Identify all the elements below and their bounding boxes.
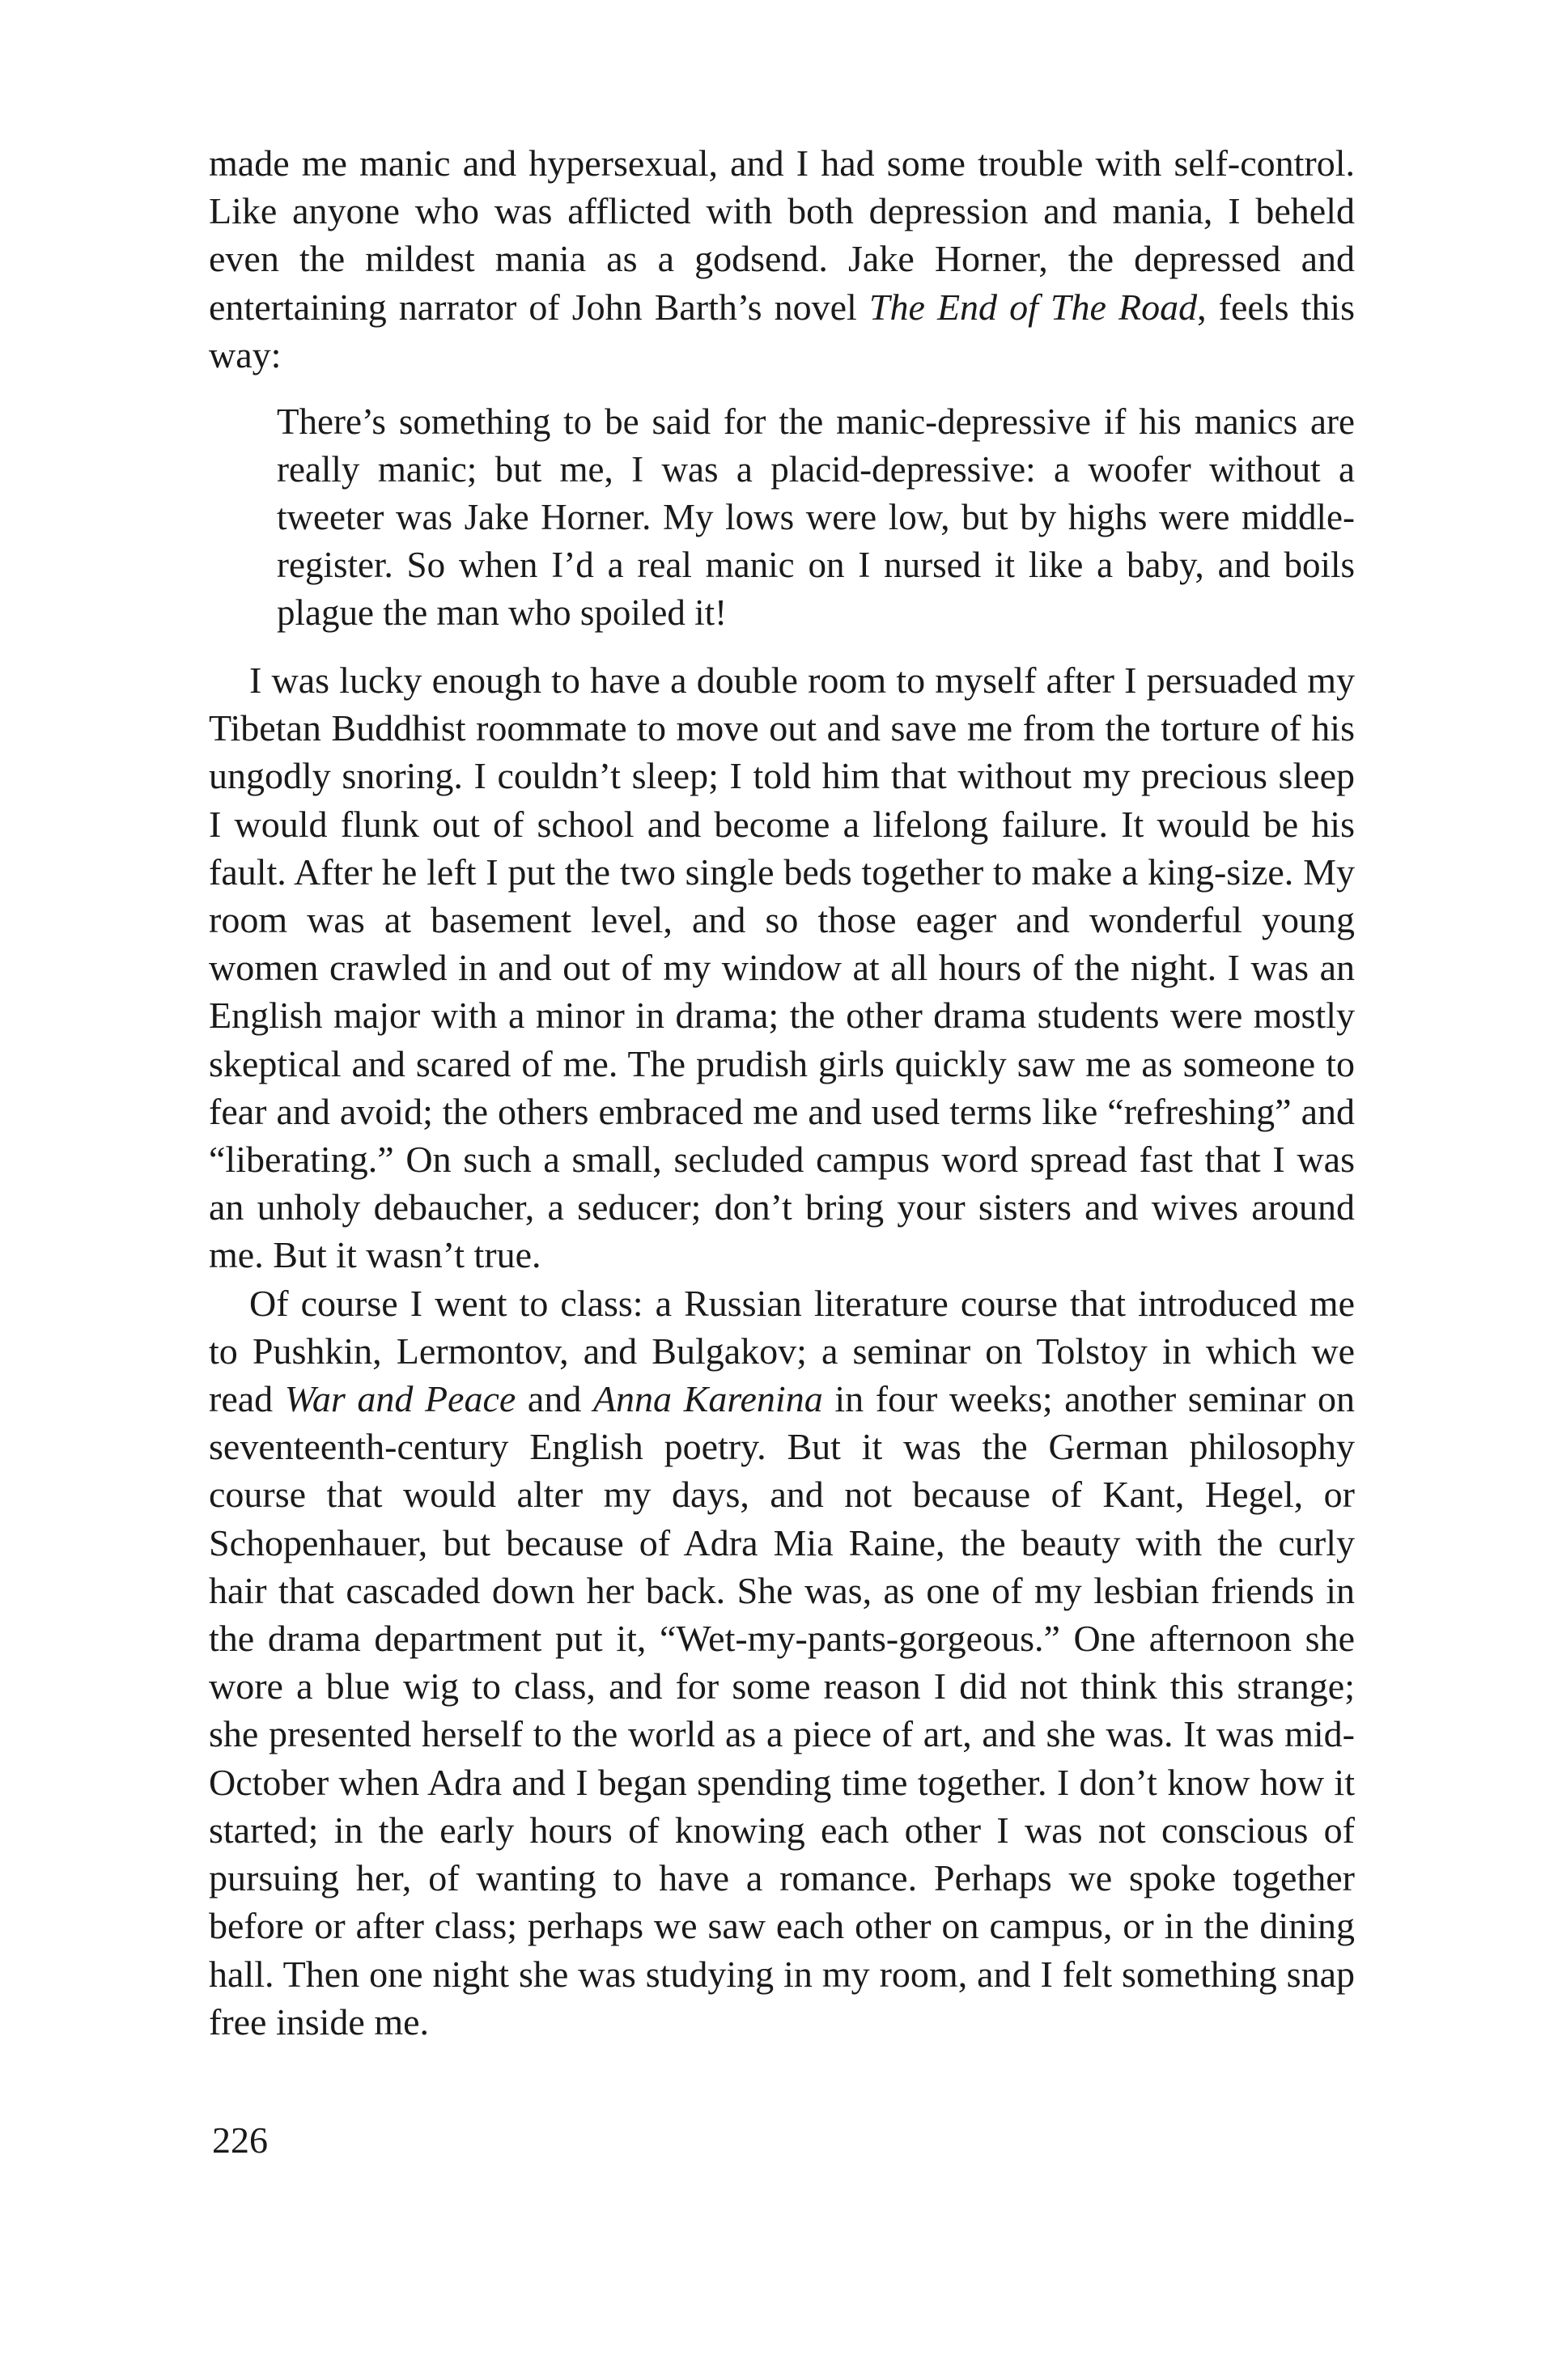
paragraph-3-part-3: in four weeks; another seminar on seventeenth-century English poetry. But it was the German philosophy course that would alter my days, and not because of Kant, Hegel, or Schopenhauer, but because of Adra Mia Raine, the beauty with the curly hair that cascaded down her back. She was, as one of my lesbian friends in the drama department put it, “Wet-my-pants-gorgeous.” One afternoon she wore a blue wig to class, and for some reason I did not think this strange; she presented herself to the world as a piece of art, and she was. It was mid-October when Adra and I began spending time together. I don’t know how it started; in the early hours of knowing each other I was not conscious of pursuing her, of wanting to have a romance. Perhaps we spoke together before or after class; perhaps we saw each other on campus, or in the dining hall. Then one night she was studying in my room, and I felt something snap free inside me. [209,1378,1356,2043]
paragraph-2 [209,656,1355,1279]
paragraph-3-part-2: and [516,1378,593,1420]
page-number: 226 [212,2119,268,2161]
paragraph-1-text: made me manic and hypersexual, and I had some trouble with self-control. Like anyone who was afflicted with both depression and mania, I beheld even the mildest mania as a godsend. Jake Horner, the depressed and entertaining narrator of John Barth’s novel [209,142,1355,328]
paragraph-1-after: , feels this way: [209,286,1355,375]
block-quote-text: There’s something to be said for the manic-depressive if his manics are really manic; but me, I was a placid-depressive: a woofer without a tweeter was Jake Horner. My lows were low, but by highs were middle-register. So when I’d a real manic on I nursed it like a baby, and boils plague the man who spoiled it! [277,401,1355,634]
paragraph-1 [209,139,1355,379]
book-title-anna-karenina: Anna Karenina [592,1378,823,1420]
paragraph-3 [209,1279,1355,2046]
block-quote [277,398,1355,637]
paragraph-2-text: I was lucky enough to have a double room to myself after I persuaded my Tibetan Buddhist roommate to move out and save me from the torture of his ungodly snoring. I couldn’t sleep; I told him that without my precious sleep I would flunk out of school and become a lifelong failure. It would be his fault. After he left I put the two single beds together to make a king-size. My room was at basement level, and so those eager and wonderful young women crawled in and out of my window at all hours of the night. I was an English major with a minor in drama; the other drama students were mostly skeptical and scared of me. The prudish girls quickly saw me as someone to fear and avoid; the others embraced me and used terms like “refreshing” and “liberating.” On such a small, secluded campus word spread fast that I was an unholy debaucher, a seducer; don’t bring your sisters and wives around me. But it wasn’t true. [209,660,1355,1276]
paragraph-3-part-1: Of course I went to class: a Russian literature course that introduced me to Pushkin, Lermontov, and Bulgakov; a seminar on Tolstoy in which we read [209,1282,1355,1420]
book-title-end-of-the-road: The End of The Road [868,286,1198,328]
book-title-war-and-peace: War and Peace [284,1378,516,1420]
body-text [209,139,1355,2046]
